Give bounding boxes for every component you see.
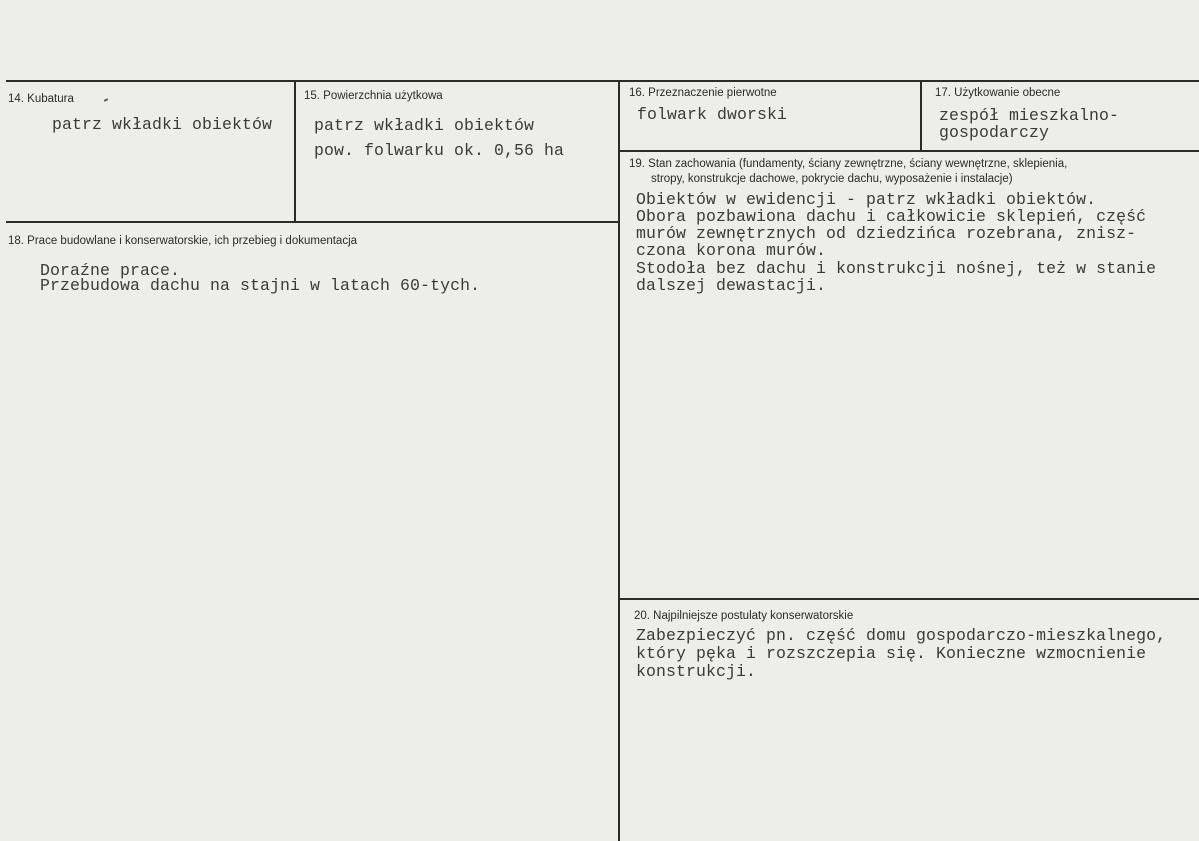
uzytkowanie-value-line-2: gospodarczy <box>939 123 1050 142</box>
stan-zachowania-value-line-1: Obiektów w ewidencji - patrz wkładki obiektów. <box>636 190 1097 209</box>
row-divider-left <box>6 221 619 223</box>
powierzchnia-value-line-2: pow. folwarku ok. 0,56 ha <box>314 141 565 160</box>
stan-zachowania-value-line-4: czona korona murów. <box>636 241 827 260</box>
uzytkowanie-label: 17. Użytkowanie obecne <box>935 87 1061 99</box>
stan-zachowania-label-line-1: 19. Stan zachowania (fundamenty, ściany zewnętrzne, ściany wewnętrzne, sklepienia, <box>629 158 1068 170</box>
divider-14-15 <box>294 81 296 222</box>
kubatura-value: patrz wkładki obiektów <box>52 115 273 134</box>
ink-mark <box>104 98 108 102</box>
powierzchnia-value-line-1: patrz wkładki obiektów <box>314 116 535 135</box>
przeznaczenie-value: folwark dworski <box>637 105 788 124</box>
prace-label: 18. Prace budowlane i konserwatorskie, ich przebieg i dokumentacja <box>8 235 358 247</box>
postulaty-value-line-3: konstrukcji. <box>636 662 757 681</box>
powierzchnia-label: 15. Powierzchnia użytkowa <box>304 90 443 102</box>
postulaty-value-line-2: który pęka i rozszczepia się. Konieczne wzmocnienie <box>636 644 1147 663</box>
prace-value-line-2: Przebudowa dachu na stajni w latach 60-tych. <box>40 276 481 295</box>
stan-zachowania-value-line-2: Obora pozbawiona dachu i całkowicie sklepień, część <box>636 207 1147 226</box>
divider-19-20 <box>619 598 1199 600</box>
kubatura-label: 14. Kubatura <box>8 93 74 105</box>
stan-zachowania-value-line-5: Stodoła bez dachu i konstrukcji nośnej, też w stanie <box>636 259 1157 278</box>
divider-16-17 <box>920 81 922 150</box>
uzytkowanie-value-line-1: zespół mieszkalno- <box>939 106 1120 125</box>
przeznaczenie-label: 16. Przeznaczenie pierwotne <box>629 87 777 99</box>
stan-zachowania-label-line-2: stropy, konstrukcje dachowe, pokrycie dachu, wyposażenie i instalacje) <box>651 173 1013 185</box>
prace-value-line-1: Doraźne prace. <box>40 261 181 280</box>
postulaty-value-line-1: Zabezpieczyć pn. część domu gospodarczo-mieszkalnego, <box>636 626 1167 645</box>
divider-15-16 <box>618 81 620 841</box>
top-border-line <box>6 80 1199 82</box>
row-divider-right <box>619 150 1199 152</box>
stan-zachowania-value-line-3: murów zewnętrznych od dziedzińca rozebrana, znisz- <box>636 224 1137 243</box>
stan-zachowania-value-line-6: dalszej dewastacji. <box>636 276 827 295</box>
postulaty-label: 20. Najpilniejsze postulaty konserwatorskie <box>634 610 854 622</box>
